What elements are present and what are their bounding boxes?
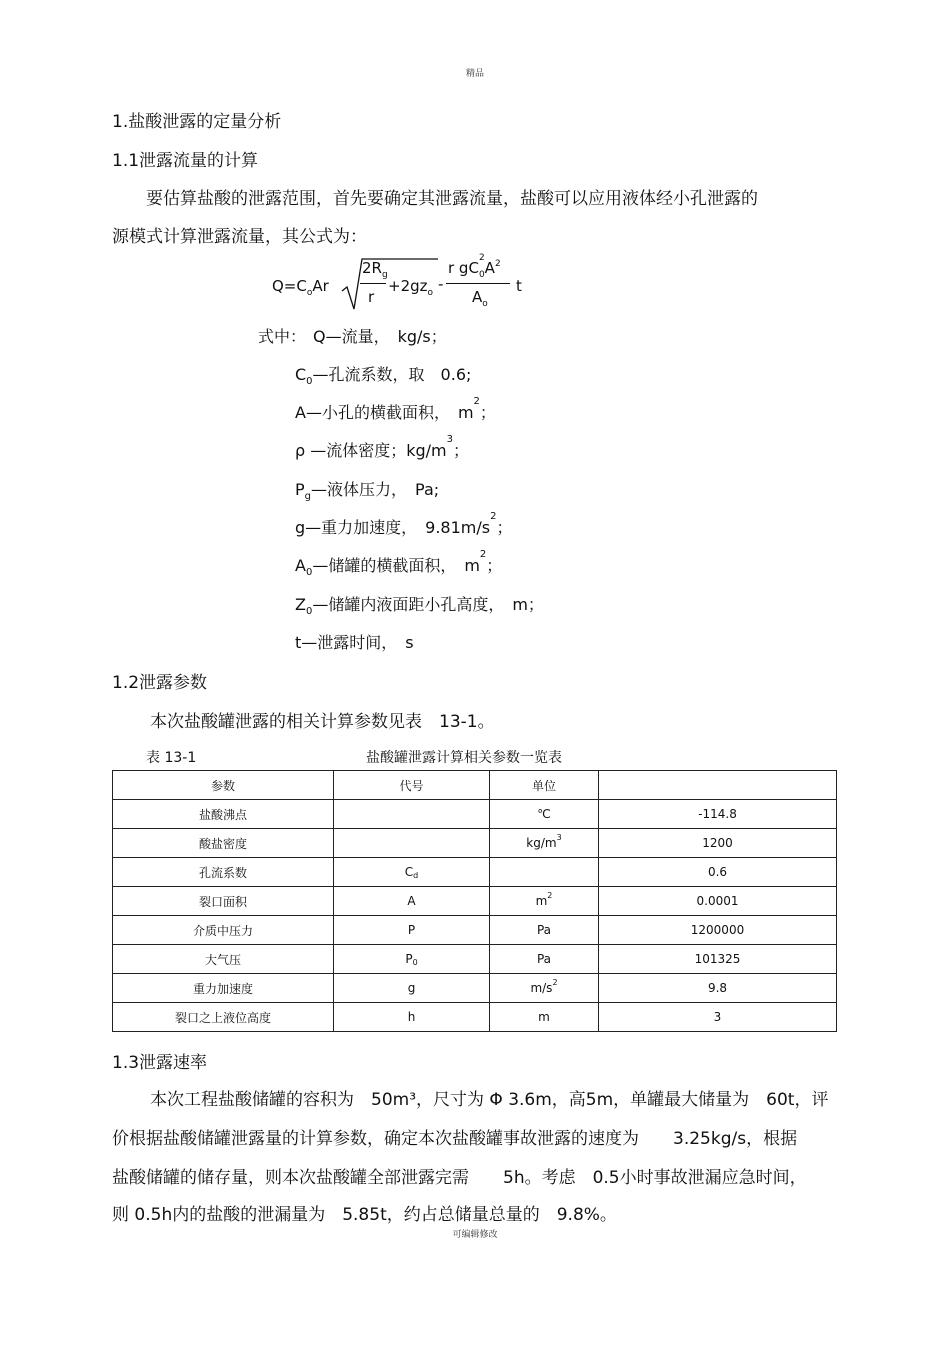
text-fragment: P [405,952,413,966]
text-fragment: m [538,1010,550,1024]
table-caption-label: 表 13-1 [146,750,197,766]
table-cell [334,974,490,1003]
variables-intro: 式中： [258,327,307,346]
section-title-1-1: 1.1泄露流量的计算 [112,151,259,171]
text-fragment: 3 [446,434,454,445]
table-cell [490,887,599,916]
section-title-1-2: 1.2泄露参数 [112,673,208,693]
table-cell: 1200 [599,829,837,858]
page-footer: 可编辑修改 [452,1230,498,1240]
parameters-table [112,770,837,1032]
page-header: 精品 [465,69,484,79]
formula-sub: 0 [478,270,485,280]
formula-sub: g [381,270,388,280]
table-cell [334,858,490,887]
text-fragment: —储罐的横截面积， m [312,556,480,575]
table-cell: 1200000 [599,916,837,945]
text-fragment: 3 [556,833,562,842]
fraction-bar [446,283,510,284]
table-cell [334,829,490,858]
fraction-bar [360,283,386,284]
text-fragment: 2 [479,549,487,560]
table-cell [490,829,599,858]
formula-sup: 2 [494,259,501,269]
table-header-cell: 单位 [490,771,599,800]
variable-rho [295,434,470,461]
text-fragment: 2 [490,511,497,522]
formula-sub: o [427,288,434,298]
text-fragment: —孔流系数，取 0.6; [312,365,472,384]
text-fragment: A [295,556,306,575]
table-cell [490,945,599,974]
text-fragment: —流量， kg/s； [325,327,447,346]
text-fragment: m [535,894,548,908]
section-title-1-3: 1.3泄露速率 [112,1053,208,1073]
text-fragment: 0 [305,567,313,578]
text-fragment: 0 [412,958,418,967]
text-fragment: 2 [547,891,553,900]
text-fragment: —小孔的横截面积， m [305,403,474,422]
text-fragment: 0 [305,606,313,617]
formula-den-r: r [368,288,375,306]
formula-t: t [516,277,522,295]
table-row [113,829,837,858]
table-header-cell: 代号 [334,771,490,800]
text-fragment: 0 [306,376,313,387]
table-cell [490,1003,599,1032]
text-fragment: Pa [536,952,552,966]
text-fragment: A [295,403,306,422]
table-cell [334,945,490,974]
variable-z0 [295,592,544,615]
table-cell: -114.8 [599,800,837,829]
text-fragment: —重力加速度， 9.81m/s [305,518,491,537]
text-fragment: h [407,1010,416,1024]
table-cell [490,800,599,829]
text-fragment: 2 [552,978,558,987]
text-fragment: P [407,923,416,937]
formula-minus: - [438,275,444,293]
table-cell: 大气压 [113,945,334,974]
table-row [113,1003,837,1032]
text-fragment: ； [486,556,503,575]
text-fragment: ； [479,403,496,422]
text-fragment: kg/m [526,836,557,850]
table-cell [334,800,490,829]
paragraph-line: 价根据盐酸储罐泄露量的计算参数，确定本次盐酸罐事故泄露的速度为 3.25kg/s，根据 [112,1129,798,1149]
text-fragment: Pa [536,923,552,937]
paragraph-line: 本次工程盐酸储罐的容积为 50m³，尺寸为 Φ 3.6m，高5m，单罐最大储量为 60t，评 [150,1090,829,1110]
paragraph-line: 源模式计算泄露流量，其公式为： [112,227,367,247]
table-header-cell [599,771,837,800]
table-row [113,916,837,945]
formula-q: Q=C [272,277,307,295]
table-cell [490,916,599,945]
table-cell [490,974,599,1003]
table-cell: 0.0001 [599,887,837,916]
table-row [113,858,837,887]
table-header-cell: 参数 [113,771,334,800]
leak-rate-formula [272,253,542,315]
text-fragment: g [407,981,416,995]
variable-g [295,511,513,538]
paragraph-line: 盐酸储罐的储存量，则本次盐酸罐全部泄露完需 5h。考虑 0.5小时事故泄漏应急时间， [112,1168,807,1188]
paragraph-line: 本次盐酸罐泄露的相关计算参数见表 13-1。 [150,712,495,732]
variable-pg [295,477,439,500]
table-cell [334,1003,490,1032]
table-caption-title: 盐酸罐泄露计算相关参数一览表 [366,750,562,766]
section-title-1: 1.盐酸泄露的定量分析 [112,112,282,132]
table-cell: 介质中压力 [113,916,334,945]
table-cell: 9.8 [599,974,837,1003]
text-fragment: ； [453,441,470,460]
text-fragment: C [404,865,414,879]
table-cell: 0.6 [599,858,837,887]
table-cell: 101325 [599,945,837,974]
formula-den2: A [472,288,483,306]
table-cell: 重力加速度 [113,974,334,1003]
text-fragment: ℃ [537,807,551,821]
text-fragment: g [295,518,306,537]
text-fragment: d [413,871,419,880]
table-cell: 盐酸沸点 [113,800,334,829]
formula-2r: 2R [362,259,382,277]
formula-ar: Ar [312,277,329,295]
table-header-row [113,771,837,800]
table-cell: 裂口面积 [113,887,334,916]
text-fragment: —流体密度；kg/m [305,441,447,460]
table-row [113,945,837,974]
paragraph-line: 要估算盐酸的泄露范围，首先要确定其泄露流量，盐酸可以应用液体经小孔泄露的 [146,189,758,209]
text-fragment: A [407,894,416,908]
table-cell [490,858,599,887]
variable-a0 [295,549,503,578]
text-fragment: —泄露时间， s [301,633,414,652]
formula-sup: 2 [478,253,485,263]
text-fragment: ； [496,518,513,537]
text-fragment: g [304,491,312,502]
table-cell [334,916,490,945]
text-fragment: Z [295,595,306,614]
table-cell: 孔流系数 [113,858,334,887]
table-row [113,887,837,916]
paragraph-line: 则 0.5h内的盐酸的泄漏量为 5.85t，约占总储量总量的 9.8%。 [112,1205,617,1225]
variable-t [295,630,414,653]
formula-num2: r gC [448,259,479,277]
table-cell: 裂口之上液位高度 [113,1003,334,1032]
table-cell: 酸盐密度 [113,829,334,858]
table-row [113,800,837,829]
formula-sub: o [482,299,488,309]
text-fragment: —储罐内液面距小孔高度， m； [312,595,544,614]
table-row [113,974,837,1003]
variable-q [313,324,447,347]
variable-a [295,396,496,423]
text-fragment: Q [313,327,326,346]
formula-plus: +2gz [388,277,428,295]
text-fragment: t [295,633,302,652]
text-fragment: ρ [295,441,306,460]
text-fragment: 2 [473,396,480,407]
table-cell [334,887,490,916]
formula-sub: o [306,288,313,298]
text-fragment: C [295,365,307,384]
formula-num2-a: A [484,259,495,277]
text-fragment: P [295,480,305,499]
text-fragment: m/s [530,981,553,995]
text-fragment: —液体压力， Pa; [311,480,440,499]
table-cell: 3 [599,1003,837,1032]
variable-c0 [295,362,471,385]
